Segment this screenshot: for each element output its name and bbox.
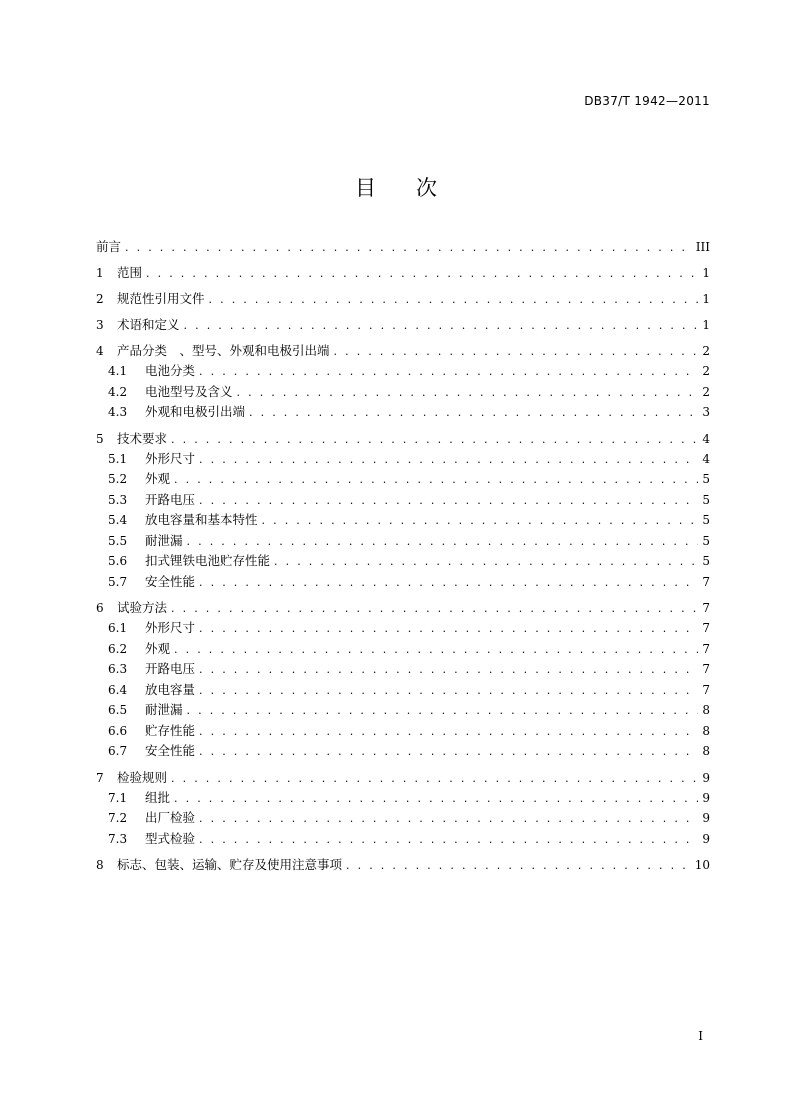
toc-leader-dots — [199, 491, 698, 512]
toc-entry-label: 安全性能 — [145, 573, 196, 589]
toc-entry[interactable] — [96, 598, 710, 618]
toc-subentry[interactable] — [96, 808, 710, 829]
toc-entry-label: 技术要求 — [117, 430, 168, 446]
toc-entry-page: 7 — [702, 662, 710, 676]
toc-subentry[interactable] — [96, 659, 710, 680]
toc-leader-dots — [199, 660, 698, 681]
toc-entry-number: 4.1 — [108, 364, 128, 378]
toc-leader-dots — [199, 450, 698, 471]
toc-entry-page: 7 — [702, 601, 710, 615]
toc-entry-number: 4.2 — [108, 384, 128, 399]
toc-entry-page: 1 — [702, 266, 710, 280]
toc-entry-number: 5 — [96, 431, 104, 446]
toc-subentry[interactable] — [96, 639, 710, 660]
toc-leader-dots — [199, 830, 698, 851]
toc-leader-dots — [199, 809, 698, 830]
toc-entry-label: 耐泄漏 — [145, 702, 183, 717]
toc-leader-dots — [199, 722, 698, 743]
toc-entry-label: 外观 — [145, 471, 171, 486]
toc-entry-label: 电池分类 — [145, 363, 196, 378]
toc-entry[interactable] — [96, 341, 710, 361]
toc-entry-label: 外形尺寸 — [145, 450, 196, 466]
toc-entry-page: 7 — [702, 574, 710, 589]
toc-entry-number: 5.5 — [108, 533, 128, 548]
toc-entry-page: 9 — [702, 790, 710, 805]
toc-leader-dots — [171, 430, 698, 450]
toc-entry-page: 7 — [702, 621, 710, 635]
toc-entry-page: 4 — [702, 431, 710, 446]
toc-entry-page: 5 — [702, 513, 710, 527]
toc-entry-label: 外观和电极引出端 — [145, 404, 246, 419]
toc-entry-number: 6.6 — [108, 723, 128, 738]
toc-leader-dots — [199, 573, 698, 594]
toc-entry-number: 8 — [96, 858, 104, 872]
toc-leader-dots — [274, 552, 698, 573]
toc-entry-page: 8 — [702, 723, 710, 738]
toc-entry-page: 9 — [702, 770, 710, 785]
toc-entry-number: 5.1 — [108, 451, 128, 466]
toc-subentry[interactable] — [96, 510, 710, 531]
toc-subentry[interactable] — [96, 490, 710, 511]
toc-subentry[interactable] — [96, 469, 710, 490]
toc-entry-label: 电池型号及含义 — [145, 383, 233, 399]
toc-leader-dots — [346, 856, 691, 876]
toc-leader-dots — [334, 342, 699, 362]
toc-leader-dots — [125, 238, 692, 258]
toc-entry-page: 7 — [702, 641, 710, 656]
toc-subentry[interactable] — [96, 829, 710, 850]
toc-entry-label: 贮存性能 — [145, 722, 196, 738]
document-code: DB37/T 1942—2011 — [584, 94, 710, 108]
toc-entry-page: 7 — [702, 682, 710, 697]
toc-entry[interactable] — [96, 768, 710, 788]
toc-entry-number: 6.1 — [108, 621, 128, 635]
toc-entry-label: 组批 — [145, 789, 171, 805]
toc-entry-label: 耐泄漏 — [145, 532, 183, 548]
toc-entry-number: 7.1 — [108, 790, 128, 805]
toc-entry[interactable] — [96, 263, 710, 283]
toc-leader-dots — [262, 511, 699, 532]
toc-entry-label: 扣式锂铁电池贮存性能 — [145, 553, 271, 568]
toc-entry-label: 放电容量 — [145, 681, 196, 697]
toc-entry-page: 5 — [702, 533, 710, 548]
toc-entry-label: 标志、包装、运输、贮存及使用注意事项 — [117, 857, 343, 872]
toc-subentry[interactable] — [96, 402, 710, 423]
toc-subentry[interactable] — [96, 361, 710, 382]
toc-entry[interactable] — [96, 855, 710, 875]
toc-subentry[interactable] — [96, 700, 710, 721]
toc-entry-page: 2 — [702, 384, 710, 399]
toc-entry-label: 放电容量和基本特性 — [145, 512, 258, 527]
toc-subentry[interactable] — [96, 788, 710, 809]
toc-leader-dots — [209, 290, 699, 310]
toc-entry-page: 9 — [702, 831, 710, 846]
toc-entry-page: 8 — [702, 703, 710, 717]
toc-entry-label: 安全性能 — [145, 743, 196, 758]
toc-entry-label: 规范性引用文件 — [117, 291, 205, 306]
toc-entry-number: 5.4 — [108, 513, 128, 527]
toc-entry-label: 检验规则 — [117, 769, 168, 785]
toc-leader-dots — [187, 701, 699, 722]
toc-entry-label: 范围 — [117, 265, 143, 280]
toc-entry-number: 3 — [96, 318, 104, 332]
toc-leader-dots — [199, 681, 698, 702]
toc-subentry[interactable] — [96, 382, 710, 403]
toc-entry-number: 4 — [96, 344, 104, 358]
toc-subentry[interactable] — [96, 618, 710, 639]
toc-entry[interactable] — [96, 289, 710, 309]
toc-leader-dots — [171, 599, 698, 619]
toc-entry-number: 1 — [96, 266, 104, 280]
toc-entry-label: 术语和定义 — [117, 317, 180, 332]
toc-subentry[interactable] — [96, 551, 710, 572]
toc-subentry[interactable] — [96, 572, 710, 593]
toc-entry-page: 2 — [702, 364, 710, 378]
toc-entry-label: 型式检验 — [145, 830, 196, 846]
toc-leader-dots — [174, 789, 698, 810]
toc-title-right: 次 — [416, 176, 437, 200]
toc-entry-number: 4.3 — [108, 405, 128, 419]
toc-entry-label: 前言 — [96, 239, 122, 254]
toc-leader-dots — [237, 383, 699, 404]
toc-list — [96, 237, 710, 875]
toc-entry[interactable] — [96, 429, 710, 449]
toc-entry-number: 5.3 — [108, 492, 128, 507]
toc-entry-page: 2 — [702, 344, 710, 358]
toc-leader-dots — [249, 403, 698, 424]
toc-entry-label: 出厂检验 — [145, 810, 196, 825]
toc-subentry[interactable] — [96, 741, 710, 762]
toc-leader-dots — [187, 532, 699, 553]
toc-entry-number: 2 — [96, 292, 104, 306]
toc-entry-page: 9 — [702, 811, 710, 825]
toc-entry-number: 6 — [96, 601, 104, 615]
page-number: I — [698, 1029, 703, 1043]
toc-entry-number: 6.4 — [108, 682, 128, 697]
toc-entry-page: III — [695, 240, 710, 254]
toc-entry-number: 5.7 — [108, 574, 128, 589]
toc-entry-number: 5.2 — [108, 472, 128, 486]
toc-title — [0, 172, 792, 202]
toc-entry-page: 3 — [702, 405, 710, 419]
toc-entry-page: 4 — [702, 451, 710, 466]
toc-entry-label: 外观 — [145, 640, 171, 656]
toc-entry-label: 外形尺寸 — [145, 620, 196, 635]
toc-subentry[interactable] — [96, 721, 710, 742]
toc-leader-dots — [146, 264, 698, 284]
toc-entry-page: 5 — [702, 554, 710, 568]
toc-entry-label: 开路电压 — [145, 661, 196, 676]
toc-subentry[interactable] — [96, 680, 710, 701]
toc-entry-number: 7.2 — [108, 811, 128, 825]
toc-leader-dots — [199, 742, 698, 763]
toc-entry[interactable] — [96, 237, 710, 257]
toc-entry-page: 10 — [694, 858, 710, 872]
toc-entry-number: 5.6 — [108, 554, 128, 568]
toc-entry-page: 5 — [702, 492, 710, 507]
toc-entry-number: 6.7 — [108, 744, 128, 758]
toc-leader-dots — [199, 362, 698, 383]
toc-title-left: 目 — [355, 176, 376, 200]
toc-entry-page: 1 — [702, 292, 710, 306]
toc-entry-label: 开路电压 — [145, 491, 196, 507]
toc-leader-dots — [171, 769, 698, 789]
toc-entry[interactable] — [96, 315, 710, 335]
toc-entry-number: 6.3 — [108, 662, 128, 676]
toc-subentry[interactable] — [96, 531, 710, 552]
toc-entry-number: 6.2 — [108, 641, 128, 656]
toc-entry-number: 6.5 — [108, 703, 128, 717]
toc-leader-dots — [174, 640, 698, 661]
toc-entry-label: 试验方法 — [117, 600, 168, 615]
toc-entry-number: 7 — [96, 770, 104, 785]
toc-entry-number: 7.3 — [108, 831, 128, 846]
toc-leader-dots — [184, 316, 699, 336]
toc-subentry[interactable] — [96, 449, 710, 470]
toc-leader-dots — [174, 470, 698, 491]
toc-entry-page: 1 — [702, 318, 710, 332]
toc-entry-page: 5 — [702, 472, 710, 486]
toc-entry-page: 8 — [702, 744, 710, 758]
toc-leader-dots — [199, 619, 698, 640]
toc-entry-label: 产品分类 、型号、外观和电极引出端 — [117, 343, 330, 358]
